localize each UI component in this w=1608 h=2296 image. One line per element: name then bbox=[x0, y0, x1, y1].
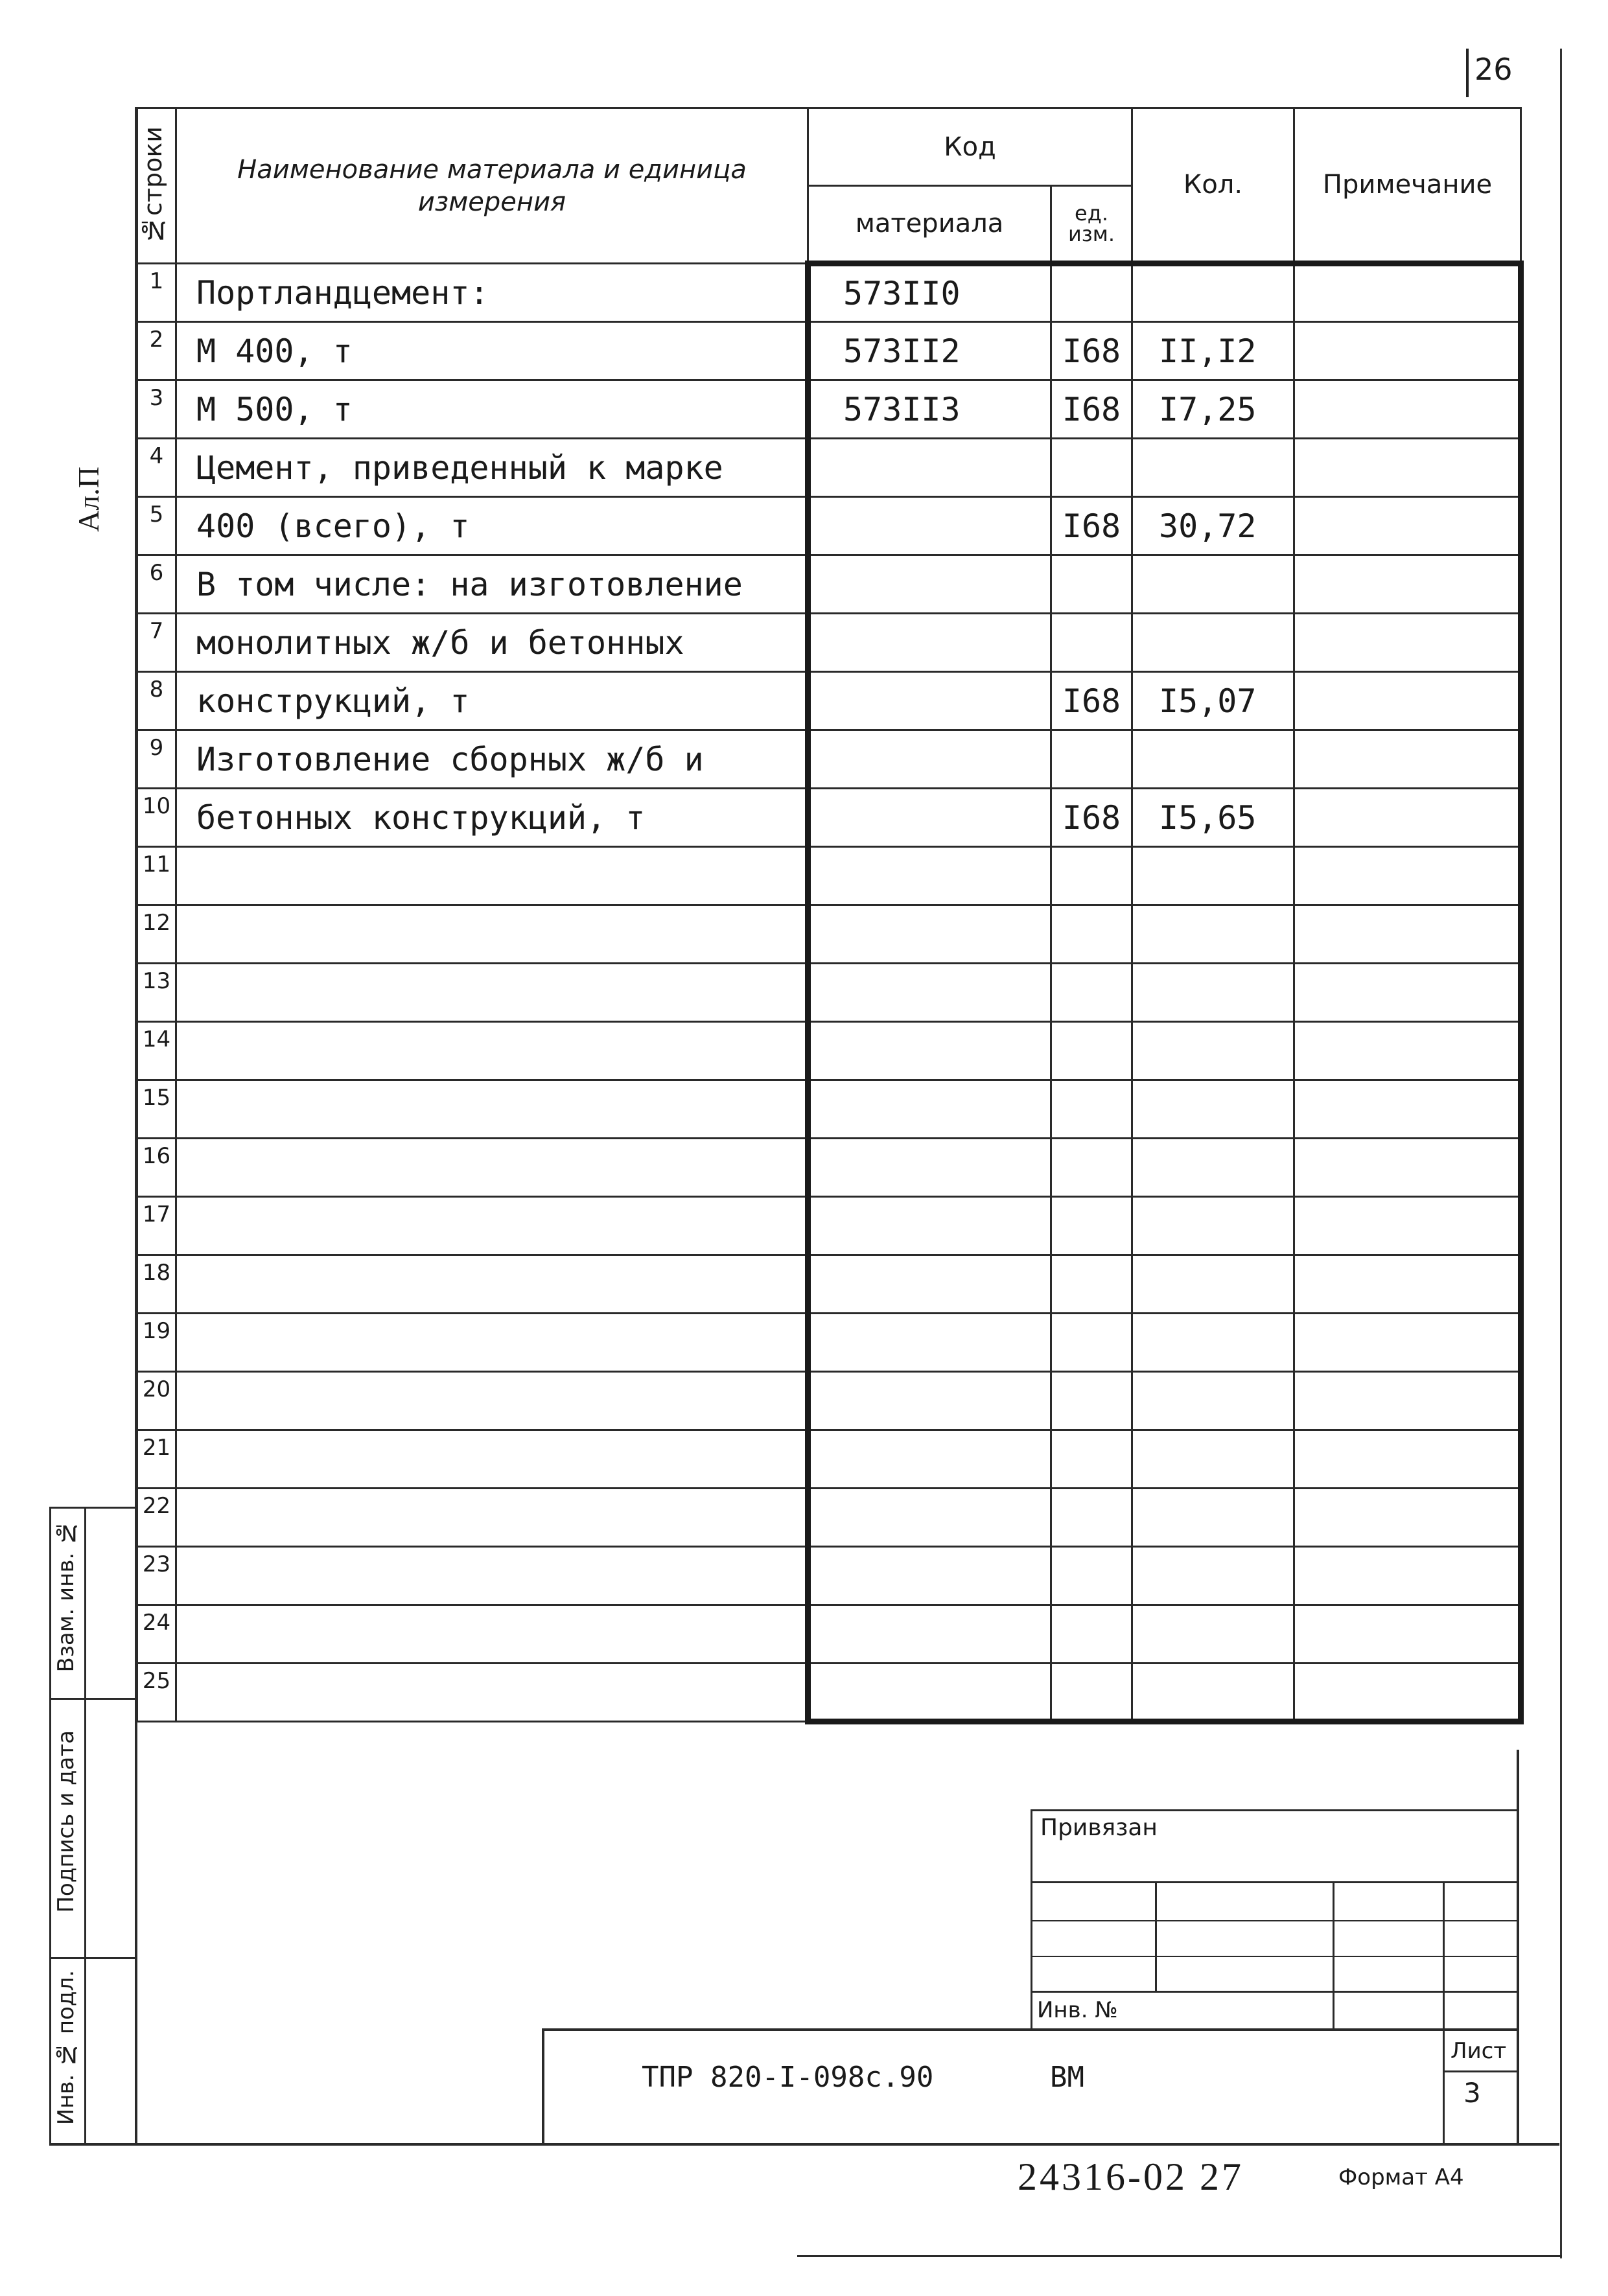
row-number-cell: 18 bbox=[137, 1255, 176, 1314]
header-code-material bbox=[808, 186, 1051, 264]
header-code bbox=[808, 108, 1132, 186]
material-code-cell bbox=[808, 1197, 1051, 1255]
footer-bottom-rule bbox=[797, 2255, 1562, 2257]
stamp-left-line bbox=[1031, 1809, 1032, 2030]
material-name-cell bbox=[176, 1664, 808, 1722]
header-code-unit bbox=[1051, 186, 1132, 264]
quantity-cell bbox=[1132, 1314, 1294, 1372]
row-number-cell: 17 bbox=[137, 1197, 176, 1255]
side-col-top bbox=[49, 1507, 135, 1509]
quantity-cell bbox=[1132, 1664, 1294, 1722]
unit-code-cell bbox=[1051, 847, 1132, 905]
material-code-cell: 573II2 bbox=[808, 322, 1051, 380]
material-name-cell: Цемент, приведенный к марке bbox=[176, 439, 808, 497]
quantity-cell bbox=[1132, 1547, 1294, 1605]
material-name-cell bbox=[176, 1547, 808, 1605]
side-inv-podl: Инв. № подл. bbox=[53, 1970, 79, 2126]
note-cell bbox=[1294, 1372, 1521, 1430]
material-code-cell bbox=[808, 730, 1051, 789]
material-code-cell bbox=[808, 1372, 1051, 1430]
stamp-line-1 bbox=[1031, 1881, 1518, 1883]
material-code-cell bbox=[808, 1664, 1051, 1722]
quantity-cell bbox=[1132, 614, 1294, 672]
unit-code-cell bbox=[1051, 1430, 1132, 1489]
material-code-cell bbox=[808, 497, 1051, 555]
table-row bbox=[137, 1664, 1521, 1722]
row-number-cell: 12 bbox=[137, 905, 176, 964]
material-code-cell bbox=[808, 789, 1051, 847]
material-code-cell bbox=[808, 555, 1051, 614]
table-row bbox=[137, 847, 1521, 905]
quantity-cell: II,I2 bbox=[1132, 322, 1294, 380]
quantity-cell bbox=[1132, 1139, 1294, 1197]
table-row bbox=[137, 1022, 1521, 1080]
title-block-top-line bbox=[542, 2028, 1518, 2031]
material-code-cell: 573II3 bbox=[808, 380, 1051, 439]
material-code-cell bbox=[808, 1489, 1051, 1547]
unit-code-cell bbox=[1051, 1022, 1132, 1080]
note-cell bbox=[1294, 1547, 1521, 1605]
table-row bbox=[137, 1080, 1521, 1139]
note-cell bbox=[1294, 1605, 1521, 1664]
row-number-cell: 7 bbox=[137, 614, 176, 672]
material-name-cell: Изготовление сборных ж/б и bbox=[176, 730, 808, 789]
quantity-cell bbox=[1132, 555, 1294, 614]
unit-code-cell bbox=[1051, 964, 1132, 1022]
table-body bbox=[137, 264, 1521, 1722]
header-row-no bbox=[137, 108, 176, 264]
row-number-cell: 1 bbox=[137, 264, 176, 322]
stamp-vline-1 bbox=[1155, 1881, 1157, 1991]
note-cell bbox=[1294, 1255, 1521, 1314]
material-name-cell bbox=[176, 1197, 808, 1255]
note-cell bbox=[1294, 1430, 1521, 1489]
sheet-box-left bbox=[1443, 2028, 1445, 2145]
unit-code-cell bbox=[1051, 555, 1132, 614]
quantity-cell: I5,07 bbox=[1132, 672, 1294, 730]
unit-code-cell bbox=[1051, 1197, 1132, 1255]
row-number-cell: 8 bbox=[137, 672, 176, 730]
quantity-cell bbox=[1132, 1430, 1294, 1489]
table-row bbox=[137, 497, 1521, 555]
material-name-cell bbox=[176, 1139, 808, 1197]
unit-code-cell bbox=[1051, 1547, 1132, 1605]
unit-code-cell bbox=[1051, 730, 1132, 789]
note-cell bbox=[1294, 1197, 1521, 1255]
table-row bbox=[137, 322, 1521, 380]
material-code-cell bbox=[808, 905, 1051, 964]
quantity-cell bbox=[1132, 1605, 1294, 1664]
material-code-cell bbox=[808, 964, 1051, 1022]
header-row-no-label: №строки bbox=[139, 126, 167, 245]
material-name-cell bbox=[176, 1489, 808, 1547]
header-qty bbox=[1132, 108, 1294, 264]
side-col-line-left bbox=[49, 1507, 51, 2145]
note-cell bbox=[1294, 264, 1521, 322]
sheet-box-divider bbox=[1443, 2070, 1518, 2072]
sheet-label: Лист bbox=[1451, 2038, 1507, 2064]
side-col-sep-2 bbox=[49, 1957, 135, 1959]
table-row bbox=[137, 1197, 1521, 1255]
table-row bbox=[137, 1139, 1521, 1197]
row-number-cell: 11 bbox=[137, 847, 176, 905]
note-cell bbox=[1294, 380, 1521, 439]
row-number-cell: 4 bbox=[137, 439, 176, 497]
side-podpis-data: Подпись и дата bbox=[53, 1730, 79, 1913]
unit-code-cell bbox=[1051, 1664, 1132, 1722]
footer-handwritten-number: 24316-02 27 bbox=[1018, 2155, 1244, 2198]
unit-code-cell: I68 bbox=[1051, 672, 1132, 730]
note-cell bbox=[1294, 847, 1521, 905]
quantity-cell bbox=[1132, 1080, 1294, 1139]
note-cell bbox=[1294, 1022, 1521, 1080]
unit-code-cell: I68 bbox=[1051, 322, 1132, 380]
row-number-cell: 5 bbox=[137, 497, 176, 555]
header-code-unit-label: ед. изм. bbox=[1067, 201, 1115, 246]
material-name-cell bbox=[176, 1022, 808, 1080]
material-name-cell bbox=[176, 964, 808, 1022]
note-cell bbox=[1294, 789, 1521, 847]
material-code-cell bbox=[808, 1605, 1051, 1664]
note-cell bbox=[1294, 1080, 1521, 1139]
table-row bbox=[137, 1489, 1521, 1547]
material-code-cell bbox=[808, 672, 1051, 730]
row-number-cell: 10 bbox=[137, 789, 176, 847]
table-row bbox=[137, 789, 1521, 847]
quantity-cell bbox=[1132, 1372, 1294, 1430]
material-name-cell bbox=[176, 1080, 808, 1139]
material-name-cell bbox=[176, 847, 808, 905]
note-cell bbox=[1294, 905, 1521, 964]
material-code-cell bbox=[808, 614, 1051, 672]
stamp-top-line bbox=[1031, 1809, 1518, 1811]
note-cell bbox=[1294, 964, 1521, 1022]
quantity-cell: I5,65 bbox=[1132, 789, 1294, 847]
material-name-cell bbox=[176, 1255, 808, 1314]
material-name-cell bbox=[176, 1605, 808, 1664]
row-number-cell: 9 bbox=[137, 730, 176, 789]
quantity-cell bbox=[1132, 905, 1294, 964]
material-name-cell: бетонных конструкций, т bbox=[176, 789, 808, 847]
material-code-cell bbox=[808, 439, 1051, 497]
quantity-cell: 30,72 bbox=[1132, 497, 1294, 555]
sheet-number: 3 bbox=[1463, 2077, 1481, 2109]
title-block-left-line bbox=[542, 2028, 544, 2145]
material-name-cell bbox=[176, 1372, 808, 1430]
note-cell bbox=[1294, 497, 1521, 555]
material-code-cell bbox=[808, 1022, 1051, 1080]
quantity-cell bbox=[1132, 264, 1294, 322]
note-cell bbox=[1294, 439, 1521, 497]
row-number-cell: 21 bbox=[137, 1430, 176, 1489]
unit-code-cell bbox=[1051, 905, 1132, 964]
table-row bbox=[137, 1314, 1521, 1372]
table-row bbox=[137, 730, 1521, 789]
table-row bbox=[137, 964, 1521, 1022]
material-name-cell: конструкций, т bbox=[176, 672, 808, 730]
stamp-line-3 bbox=[1031, 1956, 1518, 1957]
header-name-label: Наименование материала и единица измерения bbox=[237, 154, 747, 217]
note-cell bbox=[1294, 1139, 1521, 1197]
side-col-line-mid bbox=[84, 1507, 86, 2145]
unit-code-cell bbox=[1051, 1080, 1132, 1139]
quantity-cell bbox=[1132, 1255, 1294, 1314]
header-note bbox=[1294, 108, 1521, 264]
table-row bbox=[137, 905, 1521, 964]
material-name-cell: В том числе: на изготовление bbox=[176, 555, 808, 614]
table-row bbox=[137, 1605, 1521, 1664]
material-code-cell bbox=[808, 1430, 1051, 1489]
quantity-cell bbox=[1132, 439, 1294, 497]
quantity-cell bbox=[1132, 1489, 1294, 1547]
doc-code: ТПР 820-I-098с.90 bbox=[642, 2061, 934, 2094]
unit-code-cell: I68 bbox=[1051, 497, 1132, 555]
table-row bbox=[137, 614, 1521, 672]
unit-code-cell bbox=[1051, 1139, 1132, 1197]
material-code-cell: 573II0 bbox=[808, 264, 1051, 322]
page-number-divider bbox=[1466, 49, 1469, 97]
note-cell bbox=[1294, 322, 1521, 380]
row-number-cell: 19 bbox=[137, 1314, 176, 1372]
quantity-cell bbox=[1132, 1022, 1294, 1080]
row-number-cell: 14 bbox=[137, 1022, 176, 1080]
material-code-cell bbox=[808, 1139, 1051, 1197]
doc-mark: ВМ bbox=[1050, 2061, 1084, 2094]
table-row bbox=[137, 264, 1521, 322]
note-cell bbox=[1294, 1664, 1521, 1722]
row-number-cell: 20 bbox=[137, 1372, 176, 1430]
unit-code-cell bbox=[1051, 1372, 1132, 1430]
header-note-label: Примечание bbox=[1322, 170, 1493, 200]
row-number-cell: 23 bbox=[137, 1547, 176, 1605]
row-number-cell: 13 bbox=[137, 964, 176, 1022]
table-row bbox=[137, 1372, 1521, 1430]
material-name-cell bbox=[176, 1430, 808, 1489]
row-number-cell: 6 bbox=[137, 555, 176, 614]
note-cell bbox=[1294, 1489, 1521, 1547]
material-name-cell: 400 (всего), т bbox=[176, 497, 808, 555]
stamp-vline-2 bbox=[1333, 1881, 1334, 2029]
materials-table bbox=[136, 107, 1524, 1724]
unit-code-cell bbox=[1051, 1489, 1132, 1547]
material-code-cell bbox=[808, 1255, 1051, 1314]
unit-code-cell bbox=[1051, 1255, 1132, 1314]
stamp-inv-no: Инв. № bbox=[1037, 1997, 1118, 2023]
material-name-cell: М 400, т bbox=[176, 322, 808, 380]
table-row bbox=[137, 672, 1521, 730]
right-margin-line bbox=[1560, 49, 1562, 2258]
table-row bbox=[137, 439, 1521, 497]
stamp-line-2 bbox=[1031, 1920, 1518, 1921]
row-number-cell: 2 bbox=[137, 322, 176, 380]
row-number-cell: 3 bbox=[137, 380, 176, 439]
material-code-cell bbox=[808, 1080, 1051, 1139]
row-number-cell: 22 bbox=[137, 1489, 176, 1547]
unit-code-cell bbox=[1051, 1314, 1132, 1372]
row-number-cell: 16 bbox=[137, 1139, 176, 1197]
quantity-cell bbox=[1132, 847, 1294, 905]
note-cell bbox=[1294, 730, 1521, 789]
header-code-label: Код bbox=[944, 132, 996, 162]
header-code-material-label: материала bbox=[855, 209, 1004, 238]
row-number-cell: 24 bbox=[137, 1605, 176, 1664]
quantity-cell: I7,25 bbox=[1132, 380, 1294, 439]
material-name-cell: Портландцемент: bbox=[176, 264, 808, 322]
table-row bbox=[137, 555, 1521, 614]
unit-code-cell: I68 bbox=[1051, 380, 1132, 439]
stamp-privyazan: Привязан bbox=[1040, 1815, 1158, 1841]
header-name bbox=[176, 108, 808, 264]
table-row bbox=[137, 1547, 1521, 1605]
material-code-cell bbox=[808, 1314, 1051, 1372]
stamp-vline-3 bbox=[1443, 1881, 1445, 2029]
note-cell bbox=[1294, 555, 1521, 614]
page-number: 26 bbox=[1474, 52, 1513, 87]
side-col-sep-1 bbox=[49, 1698, 135, 1700]
table-row bbox=[137, 1430, 1521, 1489]
material-code-cell bbox=[808, 1547, 1051, 1605]
note-cell bbox=[1294, 1314, 1521, 1372]
side-vzam-inv: Взам. инв. № bbox=[53, 1520, 79, 1673]
frame-left-line bbox=[135, 107, 137, 2145]
unit-code-cell bbox=[1051, 614, 1132, 672]
header-qty-label: Кол. bbox=[1183, 170, 1243, 200]
note-cell bbox=[1294, 614, 1521, 672]
unit-code-cell: I68 bbox=[1051, 789, 1132, 847]
unit-code-cell bbox=[1051, 264, 1132, 322]
unit-code-cell bbox=[1051, 439, 1132, 497]
note-cell bbox=[1294, 672, 1521, 730]
material-name-cell bbox=[176, 905, 808, 964]
frame-bottom-line bbox=[49, 2143, 1559, 2146]
row-number-cell: 15 bbox=[137, 1080, 176, 1139]
material-name-cell: монолитных ж/б и бетонных bbox=[176, 614, 808, 672]
footer-format: Формат А4 bbox=[1338, 2164, 1464, 2190]
quantity-cell bbox=[1132, 730, 1294, 789]
row-number-cell: 25 bbox=[137, 1664, 176, 1722]
table-row bbox=[137, 380, 1521, 439]
quantity-cell bbox=[1132, 1197, 1294, 1255]
material-name-cell: М 500, т bbox=[176, 380, 808, 439]
unit-code-cell bbox=[1051, 1605, 1132, 1664]
material-code-cell bbox=[808, 847, 1051, 905]
table-row bbox=[137, 1255, 1521, 1314]
side-label: Ал.П bbox=[72, 467, 105, 532]
quantity-cell bbox=[1132, 964, 1294, 1022]
material-name-cell bbox=[176, 1314, 808, 1372]
stamp-line-4 bbox=[1031, 1991, 1518, 1993]
